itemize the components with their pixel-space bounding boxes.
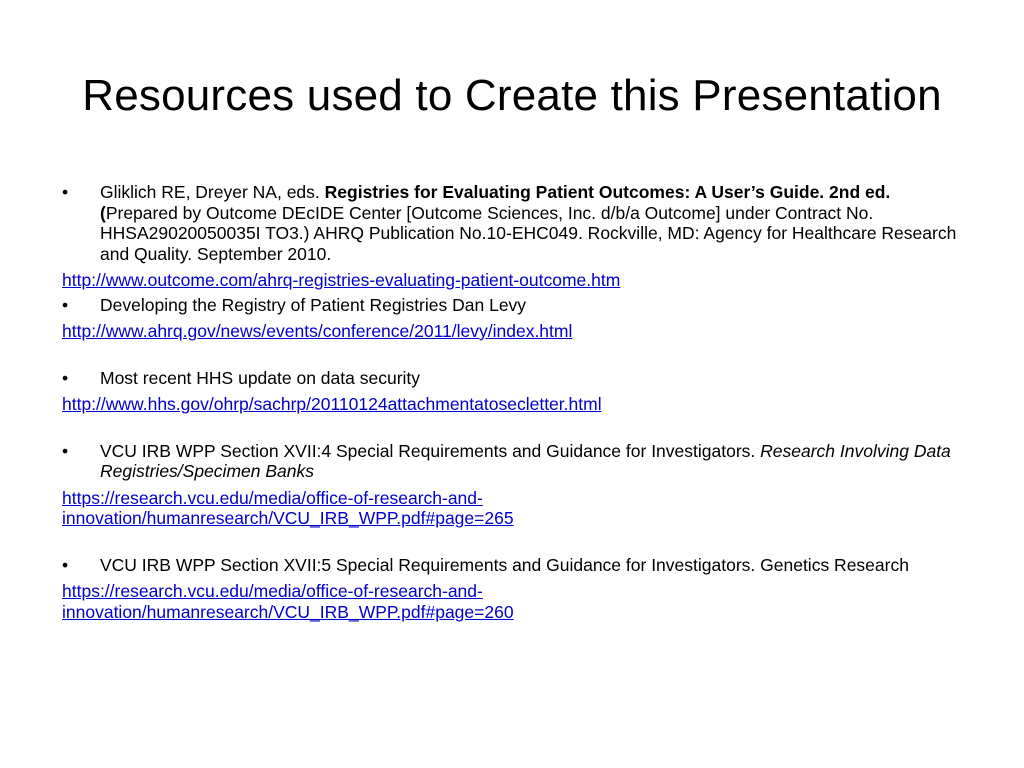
link-vcu-wpp-page-265[interactable]: https://research.vcu.edu/media/office-of-research-and-innovation/humanresearch/VCU_IRB_WPP.pdf#page=265 [62, 487, 514, 528]
bullet-icon: • [62, 182, 69, 202]
spacer [62, 415, 962, 441]
bullet-text: VCU IRB WPP Section XVII:4 Special Requirements and Guidance for Investigators. [100, 440, 761, 461]
bullet-text: Developing the Registry of Patient Registries Dan Levy [100, 294, 527, 315]
citation-title: Registries for Evaluating Patient Outcomes: A User’s Guide. 2nd ed.( [100, 182, 891, 223]
bullet-item-hhs-data-security [62, 368, 962, 389]
link-vcu-wpp-page-260[interactable]: https://research.vcu.edu/media/office-of-research-and-innovation/humanresearch/VCU_IRB_WPP.pdf#page=260 [62, 581, 514, 622]
bullet-item-vcu-section-xvii-4 [62, 441, 962, 482]
bullet-item-registry-of-registries [62, 295, 962, 316]
citation-authors: Gliklich RE, Dreyer NA, eds. [100, 182, 325, 202]
bullet-text: Most recent HHS update on data security [100, 367, 421, 388]
bullet-icon: • [62, 367, 69, 388]
spacer [62, 342, 962, 368]
bullet-icon: • [62, 554, 69, 575]
slide-title: Resources used to Create this Presentation [82, 71, 942, 120]
bullet-icon: • [62, 440, 69, 461]
link-outcome-registries[interactable]: http://www.outcome.com/ahrq-registries-evaluating-patient-outcome.htm [62, 270, 621, 290]
link-ahrq-levy[interactable]: http://www.ahrq.gov/news/events/conference/2011/levy/index.html [62, 321, 573, 341]
bullet-text: VCU IRB WPP Section XVII:5 Special Requirements and Guidance for Investigators. Genetics Research [100, 554, 909, 575]
link-hhs-sachrp[interactable]: http://www.hhs.gov/ohrp/sachrp/20110124attachmentatosecletter.html [62, 394, 602, 414]
bullet-item-registries-guide [62, 182, 962, 264]
bullet-icon: • [62, 294, 69, 315]
spacer [62, 529, 962, 555]
bullet-item-vcu-section-xvii-5 [62, 555, 962, 576]
slide-content [62, 182, 962, 622]
citation-details: Prepared by Outcome DEcIDE Center [Outcome Sciences, Inc. d/b/a Outcome] under Contract No. HHSA29020050035I TO3.) AHRQ Publication No.10-EHC049. Rockville, MD: Agency for Healthcare Research and Quality. September 2010. [100, 202, 957, 264]
bullet-text-italic: Research Involving Data Registries/Specimen Banks [100, 440, 951, 481]
